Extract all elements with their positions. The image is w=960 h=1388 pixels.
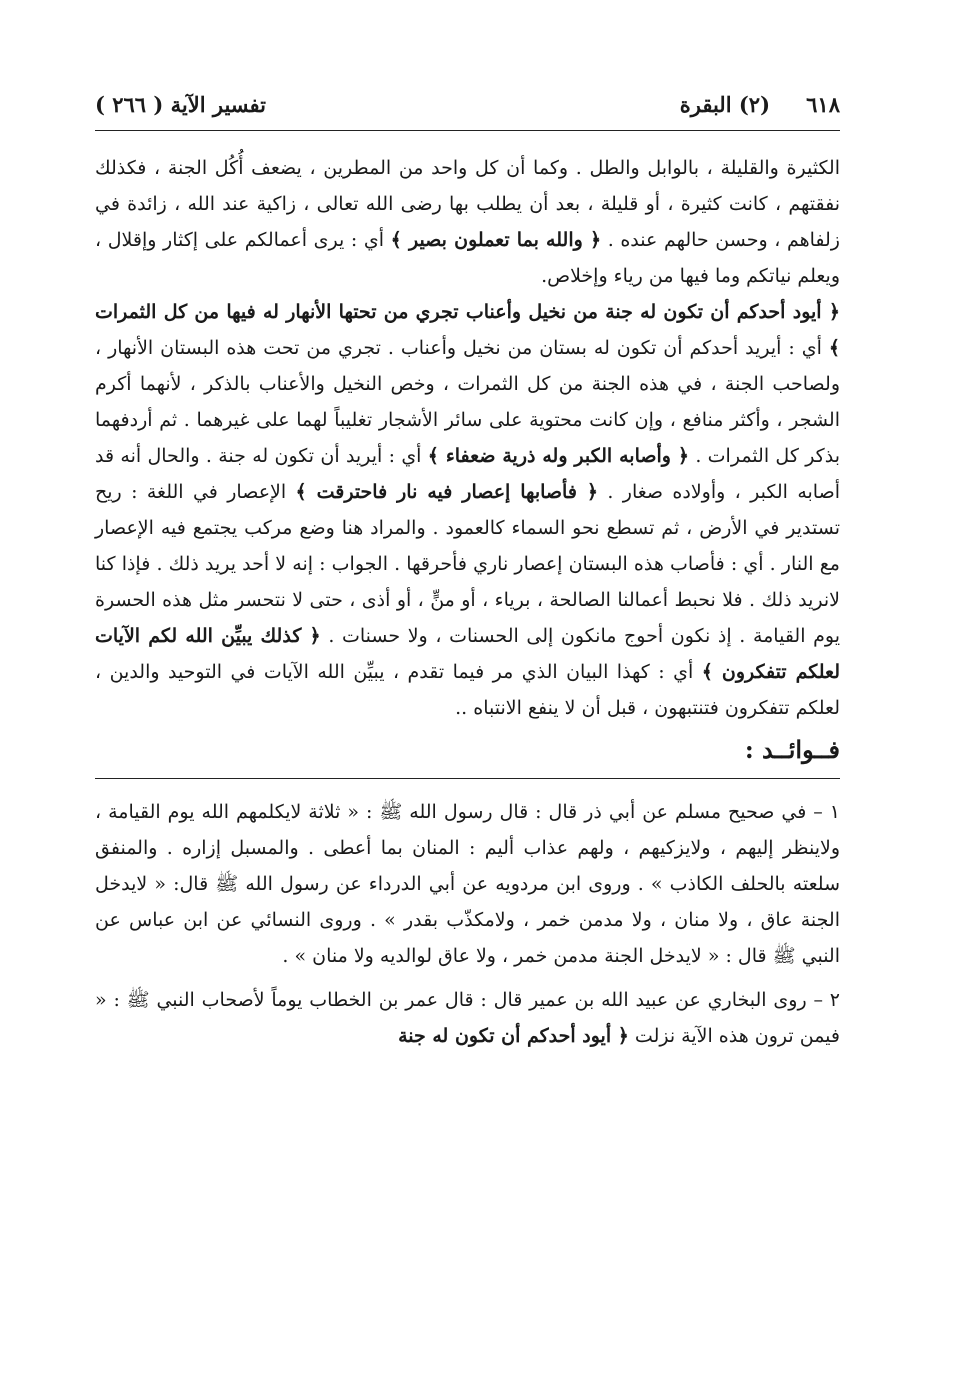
verse: ﴿ أيود أحدكم أن تكون له جنة من نخيل وأعناب تجري من تحتها الأنهار له فيها من كل الثمرات ﴾ (95, 301, 840, 359)
text: أي : كهذا البيان الذي مر فيما تقدم ، يبيِّن الله الآيات في التوحيد والدين ، لعلكم تتفكرون فتنتبهون ، قبل أن لا ينفع الانتباه .. (95, 661, 840, 719)
verse: ﴿ كذلك يبيِّن الله لكم الآيات لعلكم تتفكرون ﴾ (95, 625, 840, 683)
paragraph-1 (95, 150, 840, 294)
note-2 (95, 982, 840, 1054)
body-text (95, 150, 840, 1054)
paragraph-2 (95, 294, 840, 726)
verse: ﴿ فأصابها إعصار فيه نار فاحترقت ﴾ (295, 481, 598, 503)
benefits-heading: فــوائــد : (744, 735, 840, 764)
verse: ﴿ والله بما تعملون بصير ﴾ (390, 229, 602, 251)
text: أي : يرى أعمالكم على إكثار وإقلال ، ويعلم نياتكم وما فيها من رياء وإخلاص. (95, 229, 840, 287)
benefits-divider (95, 778, 840, 780)
section-title: تفسير الآية ( ٢٦٦ ) (95, 92, 267, 117)
text: أي : أيريد أحدكم أن تكون له بستان من نخيل وأعناب . تجري من تحت هذه البستان الأنهار ، ولصاحب الجنة ، في هذه الجنة من كل الثمرات ، وخص النخيل والأعناب بالذكر ، لأنهما أكرم الشجر ، وأكثر منافع ، وإن كانت محتوية على سائر الأشجار تغليباً لهما على غيرهما . ثم أردفهما بذكر كل الثمرات . (95, 337, 840, 467)
sura-name: (٢) البقرة (679, 92, 770, 117)
page-number: ٦١٨ (806, 92, 840, 117)
note-1: ١ – في صحيح مسلم عن أبي ذر قال : قال رسول الله ﷺ : « ثلاثة لايكلمهم الله يوم القيامة ، ولاينظر إليهم ، ولايزكيهم ، ولهم عذاب أليم : المنان بما أعطى . والمسبل إزاره . والمنفق سلعته بالحلف الكاذب » . وروى ابن مردويه عن أبي الدرداء عن رسول الله ﷺ قال: « لايدخل الجنة عاق ، ولا منان ، ولا مدمن خمر ، ولامكذّب بقدر » . وروى النسائي عن ابن عباس عن النبي ﷺ قال : « لايدخل الجنة مدمن خمر ، ولا عاق لوالديه ولا منان » . (95, 801, 840, 967)
header-divider (95, 130, 840, 131)
verse: ﴿ وأصابه الكبر وله ذرية ضعفاء ﴾ (427, 445, 689, 467)
text: أي : أيريد أن تكون له جنة . والحال أنه قد أصابه الكبر ، وأولاده صغار . (95, 445, 840, 503)
verse: ﴿ أيود أحدكم أن تكون له جنة (398, 1025, 629, 1047)
text: الإعصار في اللغة : ريح تستدير في الأرض ، ثم تسطع نحو السماء كالعمود . والمراد هنا وضع مركب يجتمع فيه الإعصار مع النار . أي : فأصاب هذه البستان إعصار ناري فأحرقها . الجواب : إنه لا أحد يريد ذلك . فإذا كنا لانريد ذلك . فلا نحبط أعمالنا الصالحة ، برياء ، أو منٍّ ، أو أذى ، حتى لا نتحسر مثل هذه الحسرة يوم القيامة . إذ نكون أحوج مانكون إلى الحسنات ، ولا حسنات . (95, 481, 840, 647)
page-header (95, 92, 840, 126)
text: الكثيرة والقليلة ، بالوابل والطل . وكما أن كل واحد من المطرين ، يضعف أُكُل الجنة ، فكذلك نفقتهم ، كانت كثيرة ، أو قليلة ، بعد أن يطلب بها رضى الله تعالى ، زاكية عند الله ، زائدة في زلفاهم ، وحسن حالهم عنده . (95, 157, 840, 251)
text: ٢ – روى البخاري عن عبيد الله بن عمير قال : قال عمر بن الخطاب يوماً لأصحاب النبي ﷺ : « فيمن ترون هذه الآية نزلت (95, 989, 840, 1047)
